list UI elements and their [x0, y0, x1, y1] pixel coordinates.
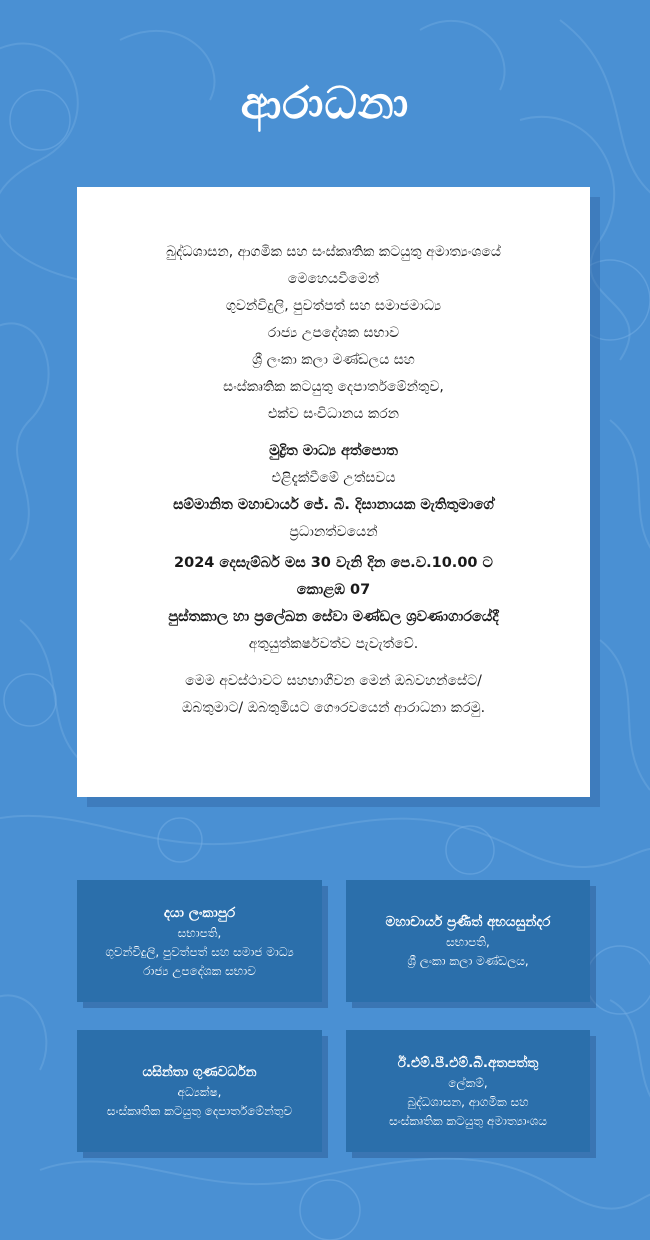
event-name: එළිදැක්වීමේ උත්සවය	[271, 470, 396, 486]
book-title: මුද්‍රිත මාධ්‍ය අත්පොත	[269, 443, 398, 459]
invitation-card	[77, 187, 590, 797]
organizer-line: සංස්කෘතික කටයුතු දෙපාර්තමේන්තුව,	[223, 379, 444, 395]
signatory-org: සංස්කෘතික කටයුතු අමාත්‍යාංශය	[389, 1113, 547, 1128]
chief-guest: සම්මානිත මහාචාර්ය ජේ. බී. දිසානායක මැතිතුමාගේ	[173, 497, 494, 513]
organizer-line: ගුවන්විදුලි, පුවත්පත් සහ සමාජමාධ්‍ය	[225, 298, 442, 314]
closing-line: මෙම අවස්ථාවට සහභාගීවන මෙන් ඔබවහන්සේට/	[185, 673, 482, 689]
signatory-card	[77, 1030, 322, 1152]
organizer-line: ශ්‍රී ලංකා කලා මණ්ඩලය සහ	[252, 352, 415, 368]
signatory-card	[77, 880, 322, 1002]
signatory-name: දයා ලංකාපුර	[163, 904, 236, 921]
signatory-org: බුද්ධශාසන, ආගමික සහ	[407, 1094, 529, 1109]
signatory-org: සංස්කෘතික කටයුතු දෙපාර්තමේන්තුව	[106, 1104, 293, 1118]
closing-line: ඔබතුමාට/ ඔබතුමියට ගෞරවයෙන් ආරාධනා කරමු.	[181, 700, 486, 716]
held-text: අතුයුත්කර්ෂවත්ව පැවැත්වේ.	[248, 636, 419, 652]
signatory-org: ශ්‍රී ලංකා කලා මණ්ඩලය,	[407, 954, 529, 968]
event-city: කොළඹ 07	[296, 582, 371, 598]
signatory-card	[346, 1030, 590, 1152]
signatory-title: සභාපති,	[177, 925, 222, 940]
signatory-title: ලේකම්,	[448, 1075, 488, 1090]
signatory-title: සභාපති,	[446, 935, 490, 949]
event-venue: පුස්තකාල හා ප්‍රලේඛන සේවා මණ්ඩල ශ්‍රවණාගාරයේදී	[168, 609, 499, 625]
organizer-line: බුද්ධශාසන, ආගමික සහ සංස්කෘතික කටයුතු අමාත්‍යංශයේ	[166, 244, 501, 260]
signatory-name: මහාචාර්ය ප්‍රණීත් අභයසුන්දර	[385, 914, 551, 930]
signatory-name: ඊ.එම්.පී.එම්.බී.අතපත්තු	[397, 1054, 539, 1071]
signatory-org: ගුවන්විදුලි, පුවත්පත් සහ සමාජ මාධ්‍ය	[105, 944, 294, 959]
presidency-text: ප්‍රධානත්වයෙන්	[289, 524, 378, 540]
signatory-org: රාජ්‍ය උපදේශක සභාව	[143, 963, 256, 978]
organizer-line: මෙහෙයවීමෙන්	[287, 271, 380, 287]
organizer-line: එක්ව සංවිධානය කරන	[267, 406, 400, 422]
signatory-name: යසින්තා ගුණවර්ධන	[142, 1064, 257, 1080]
signatory-card	[346, 880, 590, 1002]
event-datetime: 2024 දෙසැම්බර් මස 30 වැනි දින පෙ.ව.10.00 ට	[174, 555, 493, 571]
invitation-title: ආරාධනා	[240, 78, 410, 129]
organizer-line: රාජ්‍ය උපදේශක සභාව	[267, 325, 400, 341]
signatory-title: අධ්‍යක්ෂ,	[177, 1085, 222, 1099]
